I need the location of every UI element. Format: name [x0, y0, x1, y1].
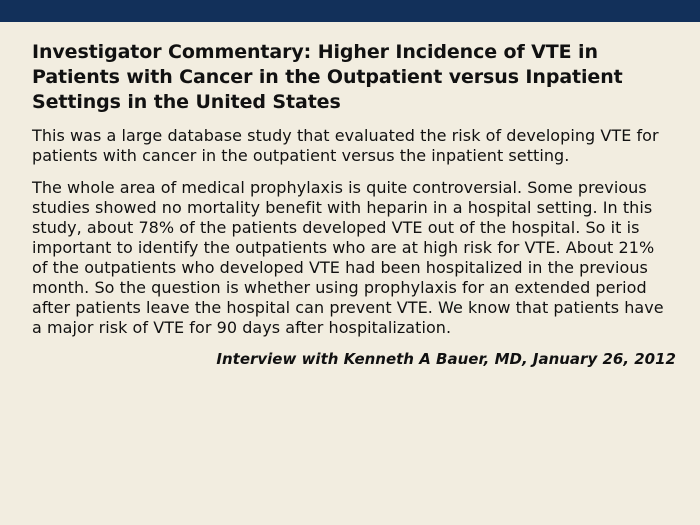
paragraph-commentary: The whole area of medical prophylaxis is quite controversial. Some previous studies showed no mortality benefit with heparin in a hospital setting. In this study, about 78% of the patients developed VTE out of the hospital. So it is important to identify the outpatients who are at high risk for VTE. About 21% of the outpatients who developed VTE had been hospitalized in the previous month. So the question is whether using prophylaxis for an extended period after patients leave the hospital can prevent VTE. We know that patients have a major risk of VTE for 90 days after hospitalization.: [32, 178, 664, 337]
interview-attribution: Interview with Kenneth A Bauer, MD, January 26, 2012: [216, 350, 676, 368]
paragraph-study-summary: This was a large database study that evaluated the risk of developing VTE for patients with cancer in the outpatient versus the inpatient setting.: [32, 126, 659, 165]
header-bar: [0, 0, 700, 22]
slide-title: Investigator Commentary: Higher Incidence of VTE in Patients with Cancer in the Outpatient versus Inpatient Settings in the United States: [32, 41, 623, 113]
slide-content: [32, 40, 676, 369]
